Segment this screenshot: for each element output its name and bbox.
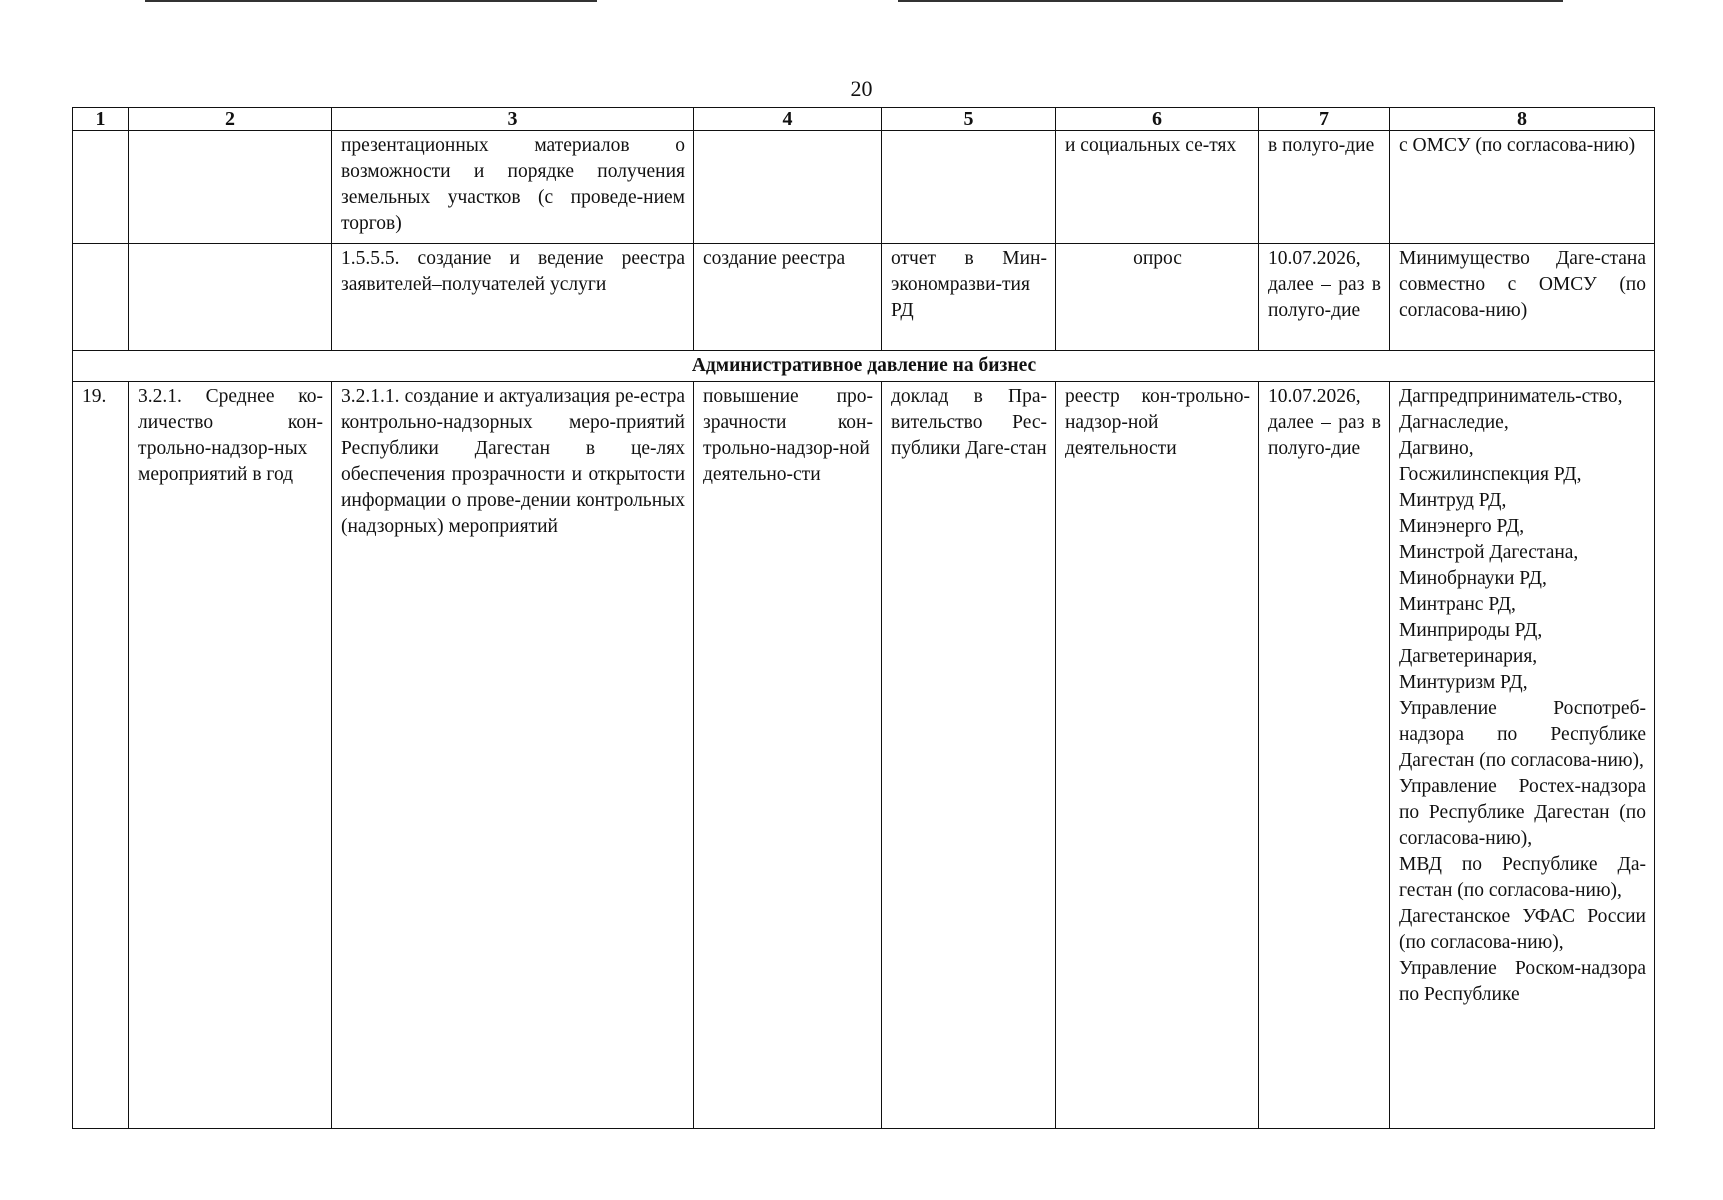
responsible-item: Минэнерго РД, bbox=[1399, 516, 1525, 537]
responsible-item: Минтуризм РД, bbox=[1399, 672, 1528, 693]
section-row bbox=[73, 351, 1655, 382]
table-cell bbox=[129, 131, 332, 244]
table-cell: доклад в Пра-вительство Рес-публики Даге-стан bbox=[882, 382, 1056, 1129]
column-header: 8 bbox=[1390, 108, 1655, 131]
responsible-item: Минтруд РД, bbox=[1399, 490, 1507, 511]
column-header: 5 bbox=[882, 108, 1056, 131]
page-number: 20 bbox=[850, 76, 873, 101]
responsible-item: Минтранс РД, bbox=[1399, 594, 1516, 615]
table-cell: с ОМСУ (по согласова-нию) bbox=[1390, 131, 1655, 244]
table-row bbox=[73, 382, 1655, 1129]
responsible-item: Дагнаследие, bbox=[1399, 412, 1509, 433]
table-cell bbox=[882, 131, 1056, 244]
table-cell: отчет в Мин-экономразви-тия РД bbox=[882, 244, 1056, 351]
table-cell: реестр кон-трольно-надзор-ной деятельности bbox=[1056, 382, 1259, 1129]
responsible-item: Управление Роспотреб-надзора по Республике Дагестан (по согласова-нию), bbox=[1399, 698, 1646, 771]
table-cell: 1.5.5.5. создание и ведение реестра заявителей–получателей услуги bbox=[332, 244, 694, 351]
responsible-item: Минприроды РД, bbox=[1399, 620, 1543, 641]
responsible-item: Дагвино, bbox=[1399, 438, 1474, 459]
table-cell: 3.2.1. Среднее ко-личество кон-трольно-надзор-ных мероприятий в год bbox=[129, 382, 332, 1129]
table-cell: 10.07.2026, далее – раз в полуго-дие bbox=[1259, 382, 1390, 1129]
table-cell: создание реестра bbox=[694, 244, 882, 351]
table-cell: повышение про-зрачности кон-трольно-надзор-ной деятельно-сти bbox=[694, 382, 882, 1129]
scan-edge-line-left bbox=[145, 0, 597, 2]
table-cell bbox=[73, 131, 129, 244]
table-cell: 3.2.1.1. создание и актуализация ре-естра контрольно-надзорных меро-приятий Республики Дагестан в це-лях обеспечения прозрачности и открытости информации о прове-дении контрольных (надзорных) мероприятий bbox=[332, 382, 694, 1129]
responsible-item: Дагестанское УФАС России (по согласова-нию), bbox=[1399, 906, 1646, 953]
plan-table bbox=[72, 107, 1655, 1129]
responsible-list-cell bbox=[1390, 382, 1655, 1129]
responsible-item: Минобрнауки РД, bbox=[1399, 568, 1547, 589]
responsible-item: Минстрой Дагестана, bbox=[1399, 542, 1579, 563]
table-row bbox=[73, 131, 1655, 244]
scan-edge-line-right bbox=[898, 0, 1563, 2]
section-title: Административное давление на бизнес bbox=[73, 351, 1655, 382]
column-header: 2 bbox=[129, 108, 332, 131]
table-cell bbox=[73, 244, 129, 351]
header-row bbox=[73, 108, 1655, 131]
table-cell bbox=[129, 244, 332, 351]
column-header: 1 bbox=[73, 108, 129, 131]
table-cell bbox=[694, 131, 882, 244]
responsible-item: Управление Роском-надзора по Республике bbox=[1399, 958, 1646, 1005]
table-row bbox=[73, 244, 1655, 351]
responsible-item: Госжилинспекция РД, bbox=[1399, 464, 1582, 485]
table-cell: опрос bbox=[1056, 244, 1259, 351]
column-header: 6 bbox=[1056, 108, 1259, 131]
table-cell: Минимущество Даге-стана совместно с ОМСУ (по согласова-нию) bbox=[1390, 244, 1655, 351]
row-number: 19. bbox=[73, 382, 129, 1129]
responsible-item: Дагпредприниматель-ство, bbox=[1399, 386, 1623, 407]
responsible-item: МВД по Республике Да-гестан (по согласова-нию), bbox=[1399, 854, 1646, 901]
table-cell: презентационных материалов о возможности и порядке получения земельных участков (с проведе-нием торгов) bbox=[332, 131, 694, 244]
column-header: 4 bbox=[694, 108, 882, 131]
responsible-item: Дагветеринария, bbox=[1399, 646, 1538, 667]
table-cell: в полуго-дие bbox=[1259, 131, 1390, 244]
column-header: 7 bbox=[1259, 108, 1390, 131]
table-cell: 10.07.2026, далее – раз в полуго-дие bbox=[1259, 244, 1390, 351]
responsible-item: Управление Ростех-надзора по Республике Дагестан (по согласова-нию), bbox=[1399, 776, 1646, 849]
column-header: 3 bbox=[332, 108, 694, 131]
table-cell: и социальных се-тях bbox=[1056, 131, 1259, 244]
